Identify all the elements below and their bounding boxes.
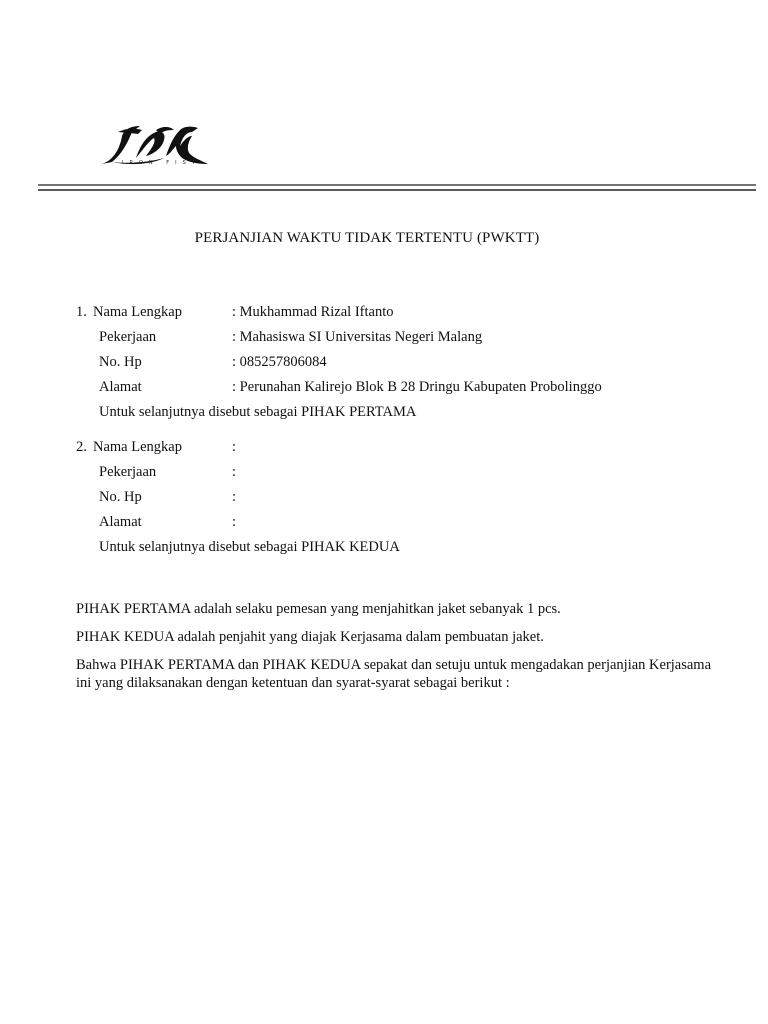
- party-one-address-value: : Perunahan Kalirejo Blok B 28 Dringu Kabupaten Probolinggo: [232, 379, 602, 395]
- paragraph-party-one-role: PIHAK PERTAMA adalah selaku pemesan yang menjahitkan jaket sebanyak 1 pcs.: [76, 601, 561, 617]
- label-alamat: Alamat: [99, 514, 142, 530]
- party-two-address-row: [76, 512, 736, 537]
- label-pekerjaan: Pekerjaan: [99, 329, 157, 345]
- party-two-name-row: [76, 437, 736, 462]
- party-two-alias-row: [76, 537, 736, 562]
- party-one-alias: Untuk selanjutnya disebut sebagai PIHAK PERTAMA: [99, 404, 417, 420]
- paragraph-agreement: Bahwa PIHAK PERTAMA dan PIHAK KEDUA sepakat dan setuju untuk mengadakan perjanjian Kerjasama ini yang dilaksanakan dengan ketentuan dan syarat-syarat sebagai berikut :: [76, 657, 712, 691]
- label-nama: Nama Lengkap: [93, 439, 182, 455]
- party-two-phone-value: :: [232, 489, 237, 505]
- party-one-job-value: : Mahasiswa SI Universitas Negeri Malang: [232, 329, 483, 345]
- party-one-name-value: : Mukhammad Rizal Iftanto: [232, 304, 394, 320]
- party-one-phone-row: [76, 352, 736, 377]
- party-two-number: 2.: [76, 439, 87, 455]
- header-rule-top: [38, 184, 756, 186]
- label-hp: No. Hp: [99, 489, 142, 505]
- party-two-section: [76, 437, 736, 562]
- party-one-phone-value: : 085257806084: [232, 354, 327, 370]
- document-title: PERJANJIAN WAKTU TIDAK TERTENTU (PWKTT): [194, 230, 540, 246]
- party-two-name-value: :: [232, 439, 237, 455]
- party-two-job-row: [76, 462, 736, 487]
- label-pekerjaan: Pekerjaan: [99, 464, 157, 480]
- party-two-address-value: :: [232, 514, 237, 530]
- label-hp: No. Hp: [99, 354, 142, 370]
- party-one-number: 1.: [76, 304, 87, 320]
- party-two-phone-row: [76, 487, 736, 512]
- paragraph-party-two-role: PIHAK KEDUA adalah penjahit yang diajak Kerjasama dalam pembuatan jaket.: [76, 629, 544, 645]
- party-two-alias: Untuk selanjutnya disebut sebagai PIHAK KEDUA: [99, 539, 400, 555]
- party-one-section: [76, 302, 736, 427]
- label-nama: Nama Lengkap: [93, 304, 182, 320]
- party-one-job-row: [76, 327, 736, 352]
- party-one-alias-row: [76, 402, 736, 427]
- party-one-address-row: [76, 377, 736, 402]
- header-rule-bottom: [38, 189, 756, 191]
- logo-tagline: IRON FIST: [122, 160, 201, 166]
- party-two-job-value: :: [232, 464, 237, 480]
- party-one-name-row: [76, 302, 736, 327]
- label-alamat: Alamat: [99, 379, 142, 395]
